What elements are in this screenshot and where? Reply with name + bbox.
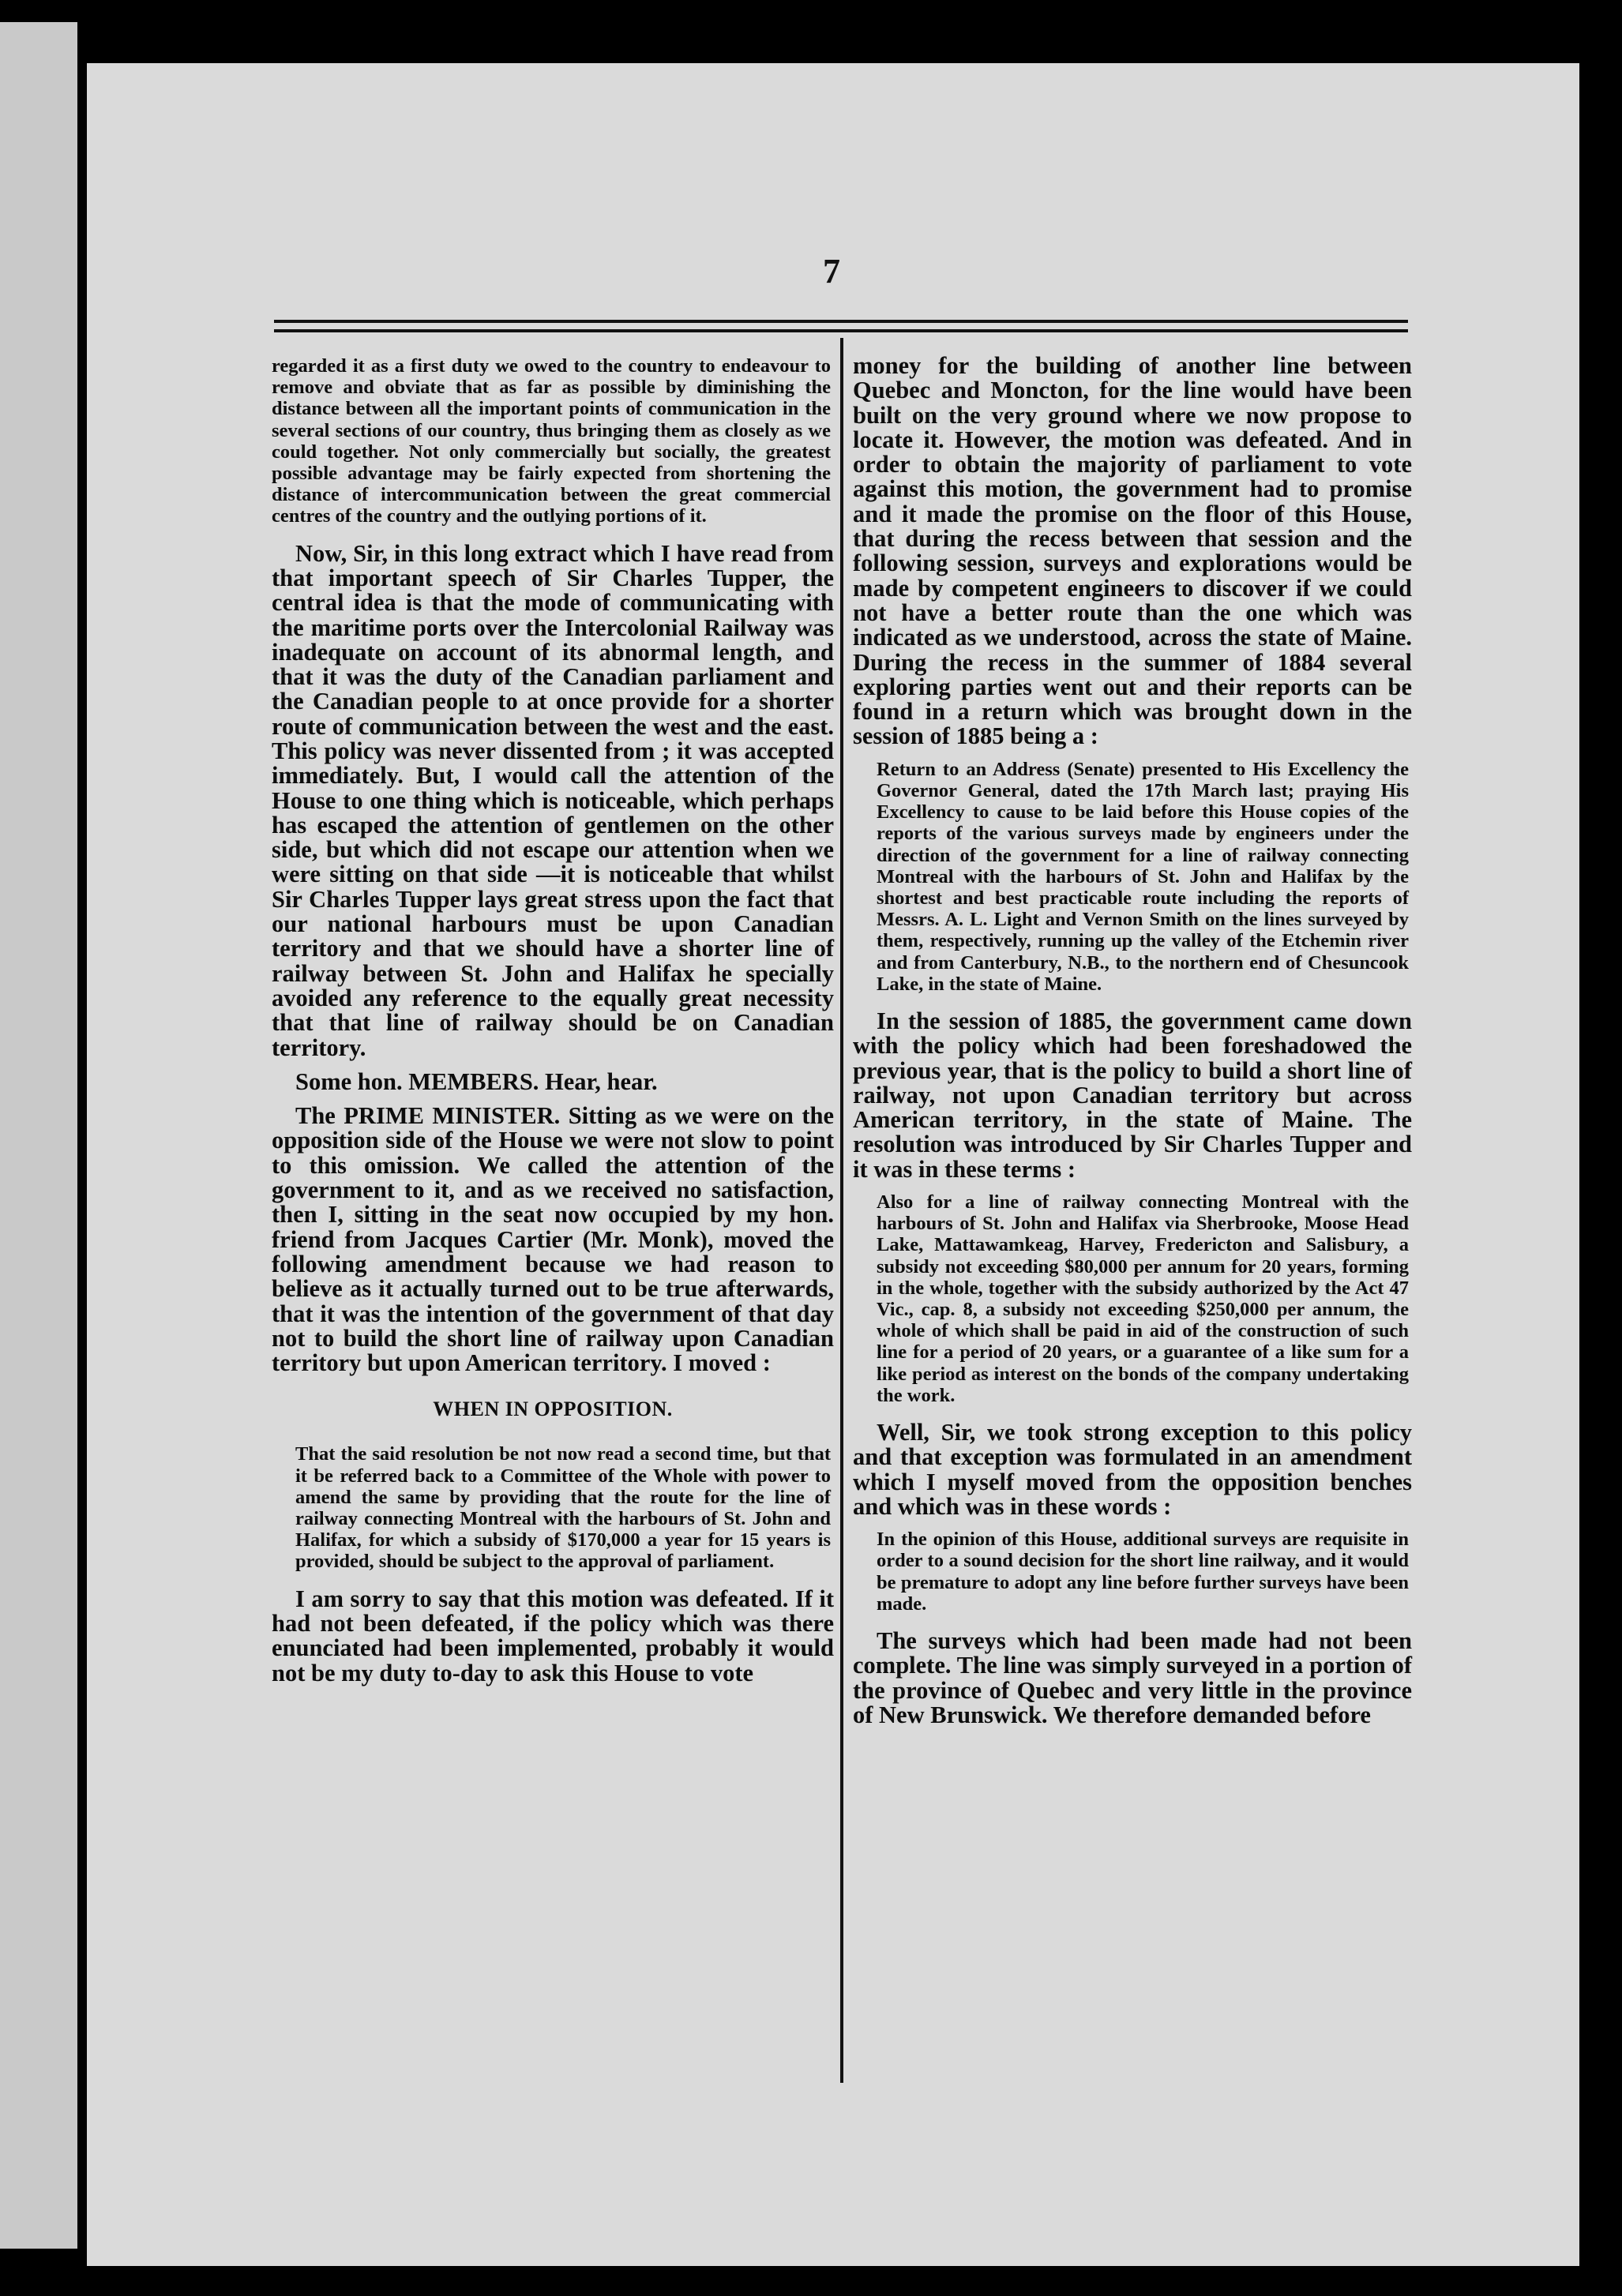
paragraph: Well, Sir, we took strong exception to this policy and that exception was formulated in an amendment which I myself moved from the opposition benches and which was in these words : [853, 1419, 1412, 1520]
quote-continuation: regarded it as a first duty we owed to the country to endeavour to remove and obviate that as far as possible by diminishing the distance between all the important points of communication in the several sections of our country, thus bringing them as closely as we could together. Not only commercially but socially, the greatest possible advantage may be fairly expected from shortening the distance of intercommunication between the great commercial centres of the country and the outlying portions of it. [272, 355, 831, 527]
adjacent-page-edge [0, 22, 77, 2249]
right-column [853, 354, 1412, 1737]
left-column [272, 355, 834, 1695]
paragraph: I am sorry to say that this motion was defeated. If it had not been defeated, if the policy which was there enunciated had been implemented, probably it would not be my duty to-day to ask this House to vote [272, 1585, 834, 1686]
quoted-amendment: In the opinion of this House, additional surveys are requisite in order to a sound decision for the short line railway, and it would be premature to adopt any line before further surveys have been made. [877, 1529, 1409, 1615]
column-divider [840, 338, 843, 2083]
paragraph: The PRIME MINISTER. Sitting as we were on the opposition side of the House we were not slow to point to this omission. We called the attention of the government to it, and as we received no satisfaction, then I, sitting in the seat now occupied by my hon. friend from Jacques Cartier (Mr. Monk), moved the following amendment because we had reason to believe as it actually turned out to be true afterwards, that it was the intention of the government of that day not to build the short line of railway upon Canadian territory but upon American territory. I moved : [272, 1102, 834, 1377]
paragraph: Now, Sir, in this long extract which I have read from that important speech of Sir Charles Tupper, the central idea is that the mode of communicating with the maritime ports over the Intercolonial Railway was inadequate on account of its abnormal length, and that it was the duty of the Canadian parliament and the Canadian people to at once provide for a shorter route of communication between the west and the east. This policy was never dissented from ; it was accepted immediately. But, I would call the attention of the House to one thing which is noticeable, which perhaps has escaped the attention of gentlemen on the other side, but which did not escape our attention when we were sitting on that side —it is noticeable that whilst Sir Charles Tupper lays great stress upon the fact that our national harbours must be upon Canadian territory and that we should have a shorter line of railway between St. John and Halifax he specially avoided any reference to the equally great necessity that that line of railway should be on Canadian territory. [272, 539, 834, 1061]
page-number: 7 [823, 252, 840, 291]
quoted-amendment: That the said resolution be not now read a second time, but that it be referred back to a Committee of the Whole with power to amend the same by providing that the route for the line of railway connecting Montreal with the harbours of St. John and Halifax, for which a subsidy of $170,000 a year for 15 years is provided, should be subject to the approval of parliament. [295, 1443, 831, 1573]
section-heading: WHEN IN OPPOSITION. [433, 1397, 673, 1421]
paragraph: In the session of 1885, the government came down with the policy which had been foreshadowed the previous year, that is the policy to build a short line of railway, not upon Canadian territory but across American territory, in the state of Maine. The resolution was introduced by Sir Charles Tupper and it was in these terms : [853, 1007, 1412, 1183]
paragraph-interjection: Some hon. MEMBERS. Hear, hear. [295, 1067, 658, 1095]
paragraph: The surveys which had been made had not been complete. The line was simply surveyed in a portion of the province of Quebec and very little in the province of New Brunswick. We therefore demanded before [853, 1627, 1412, 1728]
paragraph-continuation: money for the building of another line between Quebec and Moncton, for the line would have been built on the very ground where we now propose to locate it. However, the motion was defeated. And in order to obtain the majority of parliament to vote against this motion, the government had to promise and it made the promise on the floor of this House, that during the recess between that session and the following session, surveys and explorations would be made by competent engineers to discover if we could not have a better route than the one which was indicated as we understood, across the state of Maine. During the recess in the summer of 1884 several exploring parties went out and their reports can be found in a return which was brought down in the session of 1885 being a : [853, 352, 1412, 750]
header-double-rule [274, 320, 1408, 332]
quoted-return: Return to an Address (Senate) presented to His Excellency the Governor General, dated the 17th March last; praying His Excellency to cause to be laid before this House copies of the reports of the various surveys made by engineers under the direction of the government for a line of railway connecting Montreal with the harbours of St. John and Halifax by the shortest and best practicable route including the reports of Messrs. A. L. Light and Vernon Smith on the lines surveyed by them, respectively, running up the valley of the Etchemin river and from Canterbury, N.B., to the northern end of Chesuncook Lake, in the state of Maine. [877, 758, 1409, 995]
quoted-resolution: Also for a line of railway connecting Montreal with the harbours of St. John and Halifax via Sherbrooke, Moose Head Lake, Mattawamkeag, Harvey, Fredericton and Salisbury, a subsidy not exceeding $80,000 per annum for 20 years, forming in the whole, together with the subsidy authorized by the Act 47 Vic., cap. 8, a subsidy not exceeding $250,000 per annum, the whole of which shall be paid in aid of the construction of such line for a period of 20 years, or a guarantee of a like sum for a like period as interest on the bonds of the company undertaking the work. [877, 1191, 1409, 1406]
